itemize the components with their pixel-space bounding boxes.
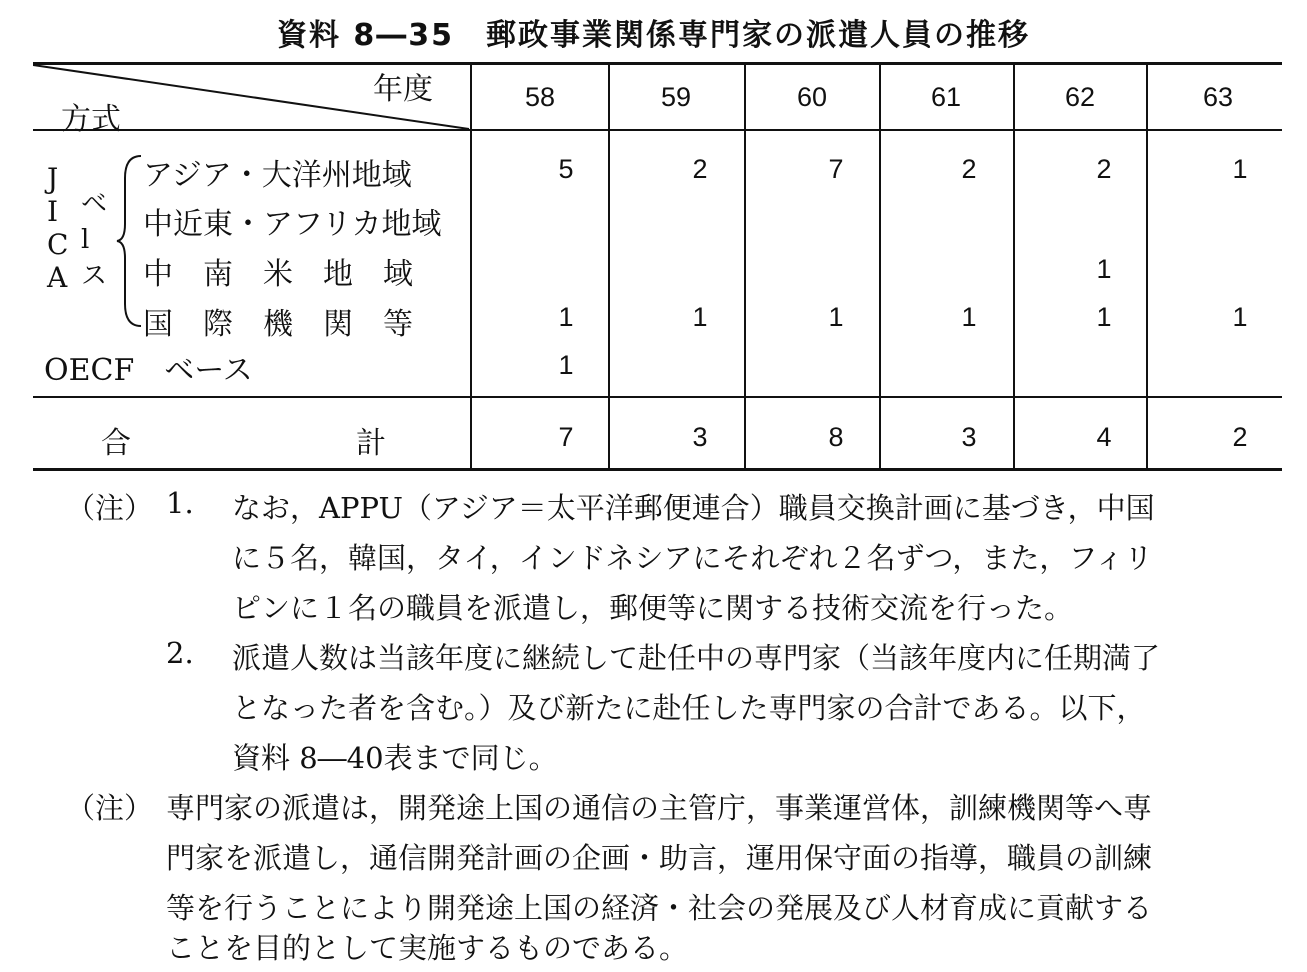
col-rule: [608, 62, 610, 471]
dispatch-table: [33, 62, 1282, 471]
table-cell: 5: [558, 154, 574, 184]
year-header: 61: [930, 82, 962, 112]
note-number: 1.: [166, 486, 194, 520]
jica-letter: C: [47, 228, 69, 261]
note-line: 資料 8―40表まで同じ。: [232, 741, 558, 775]
table-cell: 1: [828, 302, 844, 332]
note-line: ピンに１名の職員を派遣し，郵便等に関する技術交流を行った。: [232, 591, 1074, 625]
base-char: ベ: [81, 189, 108, 219]
note-line: 門家を派遣し，通信開発計画の企画・助言，運用保守面の指導，職員の訓練: [166, 841, 1153, 875]
col-rule: [879, 62, 881, 471]
table-cell: 2: [692, 154, 708, 184]
total-cell: 3: [692, 422, 708, 452]
left-brace-icon: [115, 154, 145, 328]
table-cell: 1: [1096, 302, 1112, 332]
table-cell: 2: [961, 154, 977, 184]
table-cell: 1: [1096, 254, 1112, 284]
jica-letter: J: [47, 162, 59, 195]
jica-letter: A: [47, 261, 68, 294]
year-header: 62: [1064, 82, 1096, 112]
col-rule: [1146, 62, 1148, 471]
base-vertical-label: [81, 186, 107, 294]
jica-vertical-label: [47, 162, 68, 294]
table-cell: 1: [692, 302, 708, 332]
total-rule: [33, 396, 1282, 398]
jica-letter: I: [47, 195, 59, 228]
note-marker: （注）: [66, 791, 154, 825]
corner-year-label: 年度: [373, 72, 433, 107]
total-cell: 2: [1232, 422, 1248, 452]
col-rule: [470, 62, 472, 471]
year-header: 63: [1202, 82, 1234, 112]
note-line: 派遣人数は当該年度に継続して赴任中の専門家（当該年度内に任期満了: [232, 641, 1161, 675]
note-line: に５名，韓国，タイ，インドネシアにそれぞれ２名ずつ，また，フィリ: [232, 541, 1154, 575]
total-label-left: 合: [101, 426, 131, 461]
col-rule: [744, 62, 746, 471]
base-char: ス: [81, 261, 108, 291]
row-label: 国 際 機 関 等: [143, 307, 413, 342]
row-label: 中近東・アフリカ地域: [143, 207, 442, 242]
total-label-right: 計: [356, 426, 386, 461]
table-cell: 7: [828, 154, 844, 184]
table-cell: 1: [1232, 302, 1248, 332]
note-marker: （注）: [66, 491, 154, 525]
table-cell: 1: [1232, 154, 1248, 184]
total-cell: 7: [558, 422, 574, 452]
table-bottom-rule: [33, 468, 1282, 471]
row-label: OECF ベース: [44, 353, 253, 388]
row-label: 中 南 米 地 域: [143, 257, 413, 292]
row-label: アジア・大洋州地域: [143, 158, 412, 193]
note-line: なお，APPU（アジア＝太平洋郵便連合）職員交換計画に基づき，中国: [232, 491, 1155, 525]
note-line: となった者を含む。）及び新たに赴任した専門家の合計である。以下，: [232, 691, 1146, 725]
note-line: 等を行うことにより開発途上国の経済・社会の発展及び人材育成に貢献する: [166, 891, 1153, 925]
table-cell: 1: [961, 302, 977, 332]
col-rule: [1013, 62, 1015, 471]
table-cell: 1: [558, 350, 574, 380]
base-char: l: [81, 225, 90, 255]
year-header: 60: [796, 82, 828, 112]
table-cell: 1: [558, 302, 574, 332]
page-title: 資料 8―35 郵政事業関係専門家の派遣人員の推移: [276, 18, 1031, 53]
year-header: 58: [524, 82, 556, 112]
note-line: 専門家の派遣は，開発途上国の通信の主管庁，事業運営体，訓練機関等へ専: [166, 791, 1153, 825]
note-number: 2.: [166, 636, 194, 670]
total-cell: 3: [961, 422, 977, 452]
total-cell: 8: [828, 422, 844, 452]
table-cell: 2: [1096, 154, 1112, 184]
total-cell: 4: [1096, 422, 1112, 452]
corner-method-label: 方式: [61, 102, 121, 137]
note-line: ことを目的として実施するものである。: [166, 931, 689, 965]
year-header: 59: [660, 82, 692, 112]
